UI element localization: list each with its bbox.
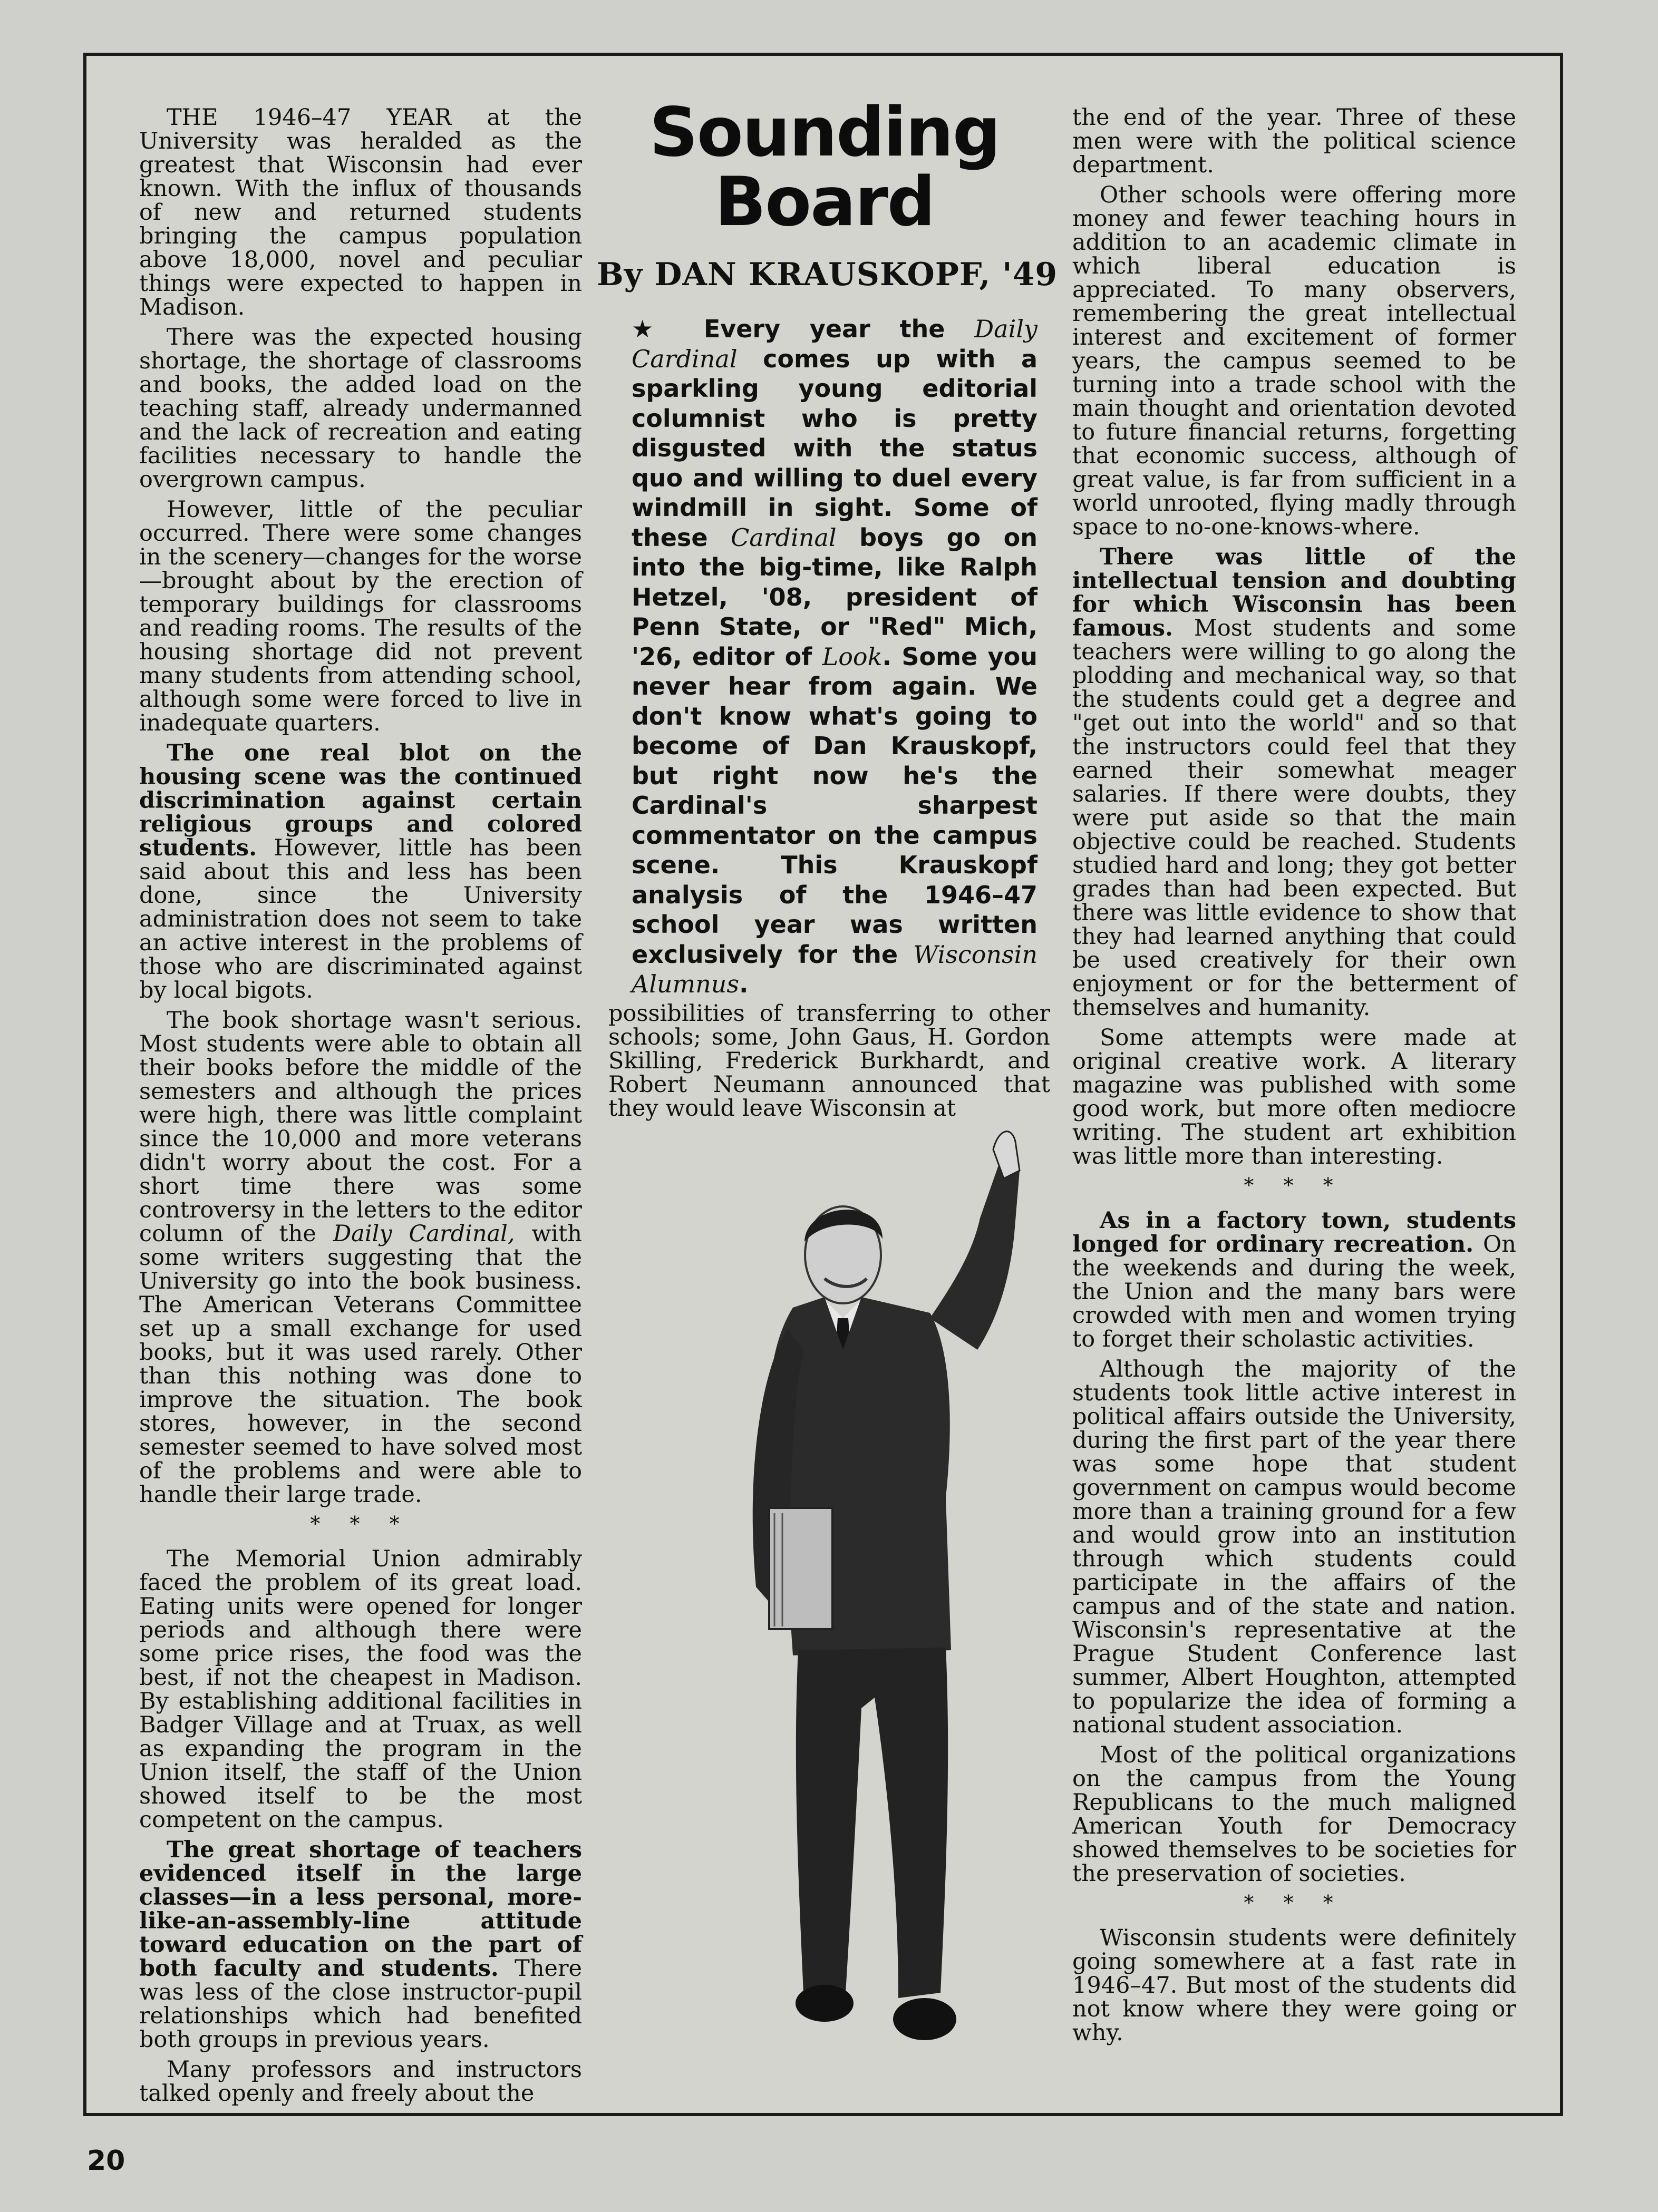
title-line: Board <box>714 163 935 241</box>
paragraph: Although the majority of the students took little active interest in political affairs outside the University, during the first part of the year there was some hope that student government on campus would become more than a training ground for a few and would grow into an institution through which students could participate in the affairs of the campus and of the state and nation. Wisconsin's representative at the Prague Student Conference last summer, Albert Houghton, attempted to popularize the idea of forming a national student association. <box>1072 1356 1516 1738</box>
column-left <box>139 106 582 2106</box>
intro-italic: Look <box>822 642 883 671</box>
column-right <box>1072 106 1516 2045</box>
intro-italic: Cardinal <box>731 523 837 552</box>
books-shape <box>769 1508 832 1629</box>
paragraph: Other schools were offering more money and fewer teaching hours in addition to an academic climate in which liberal education is appreciated. To many observers, remembering the great intellectual interest and excitement of former years, the campus seemed to be turning into a trade school with the main thought and orientation devoted to future financial returns, forgetting that economic success, although of great value, is far from sufficient in a world unrooted, flying madly through space to no-one-knows-where. <box>1072 182 1516 540</box>
paragraph: However, little of the peculiar occurred. There were some changes in the scenery—changes for the worse—brought about by the erection of temporary buildings for classrooms and reading rooms. The results of the housing shortage did not prevent many students from attending school, although some were forced to live in inadequate quarters. <box>139 496 582 736</box>
intro-text: comes up with a sparkling young editorial columnist who is pretty disgusted with the status quo and willing to duel every windmill in sight. Some of these <box>632 344 1038 552</box>
paragraph-bold-lead: The great shortage of teachers evidenced itself in the large classes—in a less personal, more-like-an-assembly-line attitude toward education on the part of both faculty and students. <box>139 1837 582 1982</box>
paragraph: THE 1946–47 YEAR at the University was heralded as the greatest that Wisconsin had ever known. With the influx of thousands of new and returned students bringing the campus population above 18,000, novel and peculiar things were expected to happen in Madison. <box>139 104 582 320</box>
paragraph: the end of the year. Three of these men were with the political science department. <box>1072 104 1516 178</box>
paragraph: There was the expected housing shortage, the shortage of classrooms and books, the added load on the teaching staff, already undermanned and the lack of recreation and eating facilities necessary to handle the overgrown campus. <box>139 324 582 493</box>
trousers-shape <box>796 1648 948 1998</box>
paragraph-bold-lead: The one real blot on the housing scene was the continued discrimination against certain religious groups and colored students. <box>139 740 582 861</box>
paragraph-part: The book shortage wasn't serious. Most students were able to obtain all their books before the middle of the semesters and although the prices were high, there was little complaint since the 10,000 and more veterans didn't worry about the cost. For a short time there was some controversy in the letters to the editor column of the <box>139 1007 582 1247</box>
paragraph <box>1072 1209 1516 1351</box>
raised-arm <box>930 1154 1020 1350</box>
paragraph: The Memorial Union admirably faced the problem of its great load. Eating units were opened for longer periods and although there were some price rises, the food was the best, if not the cheapest in Madison. By establishing additional facilities in Badger Village and at Truax, as well as expanding the program in the Union itself, the staff of the Union showed itself to be the most competent on the campus. <box>139 1546 582 1833</box>
paragraph-bold-lead: There was little of the intellectual tension and doubting for which Wisconsin has been famous. <box>1072 544 1516 641</box>
paragraph-rest: There was less of the close instructor-pupil relationships which had benefited both groups in previous years. <box>139 1955 583 2053</box>
paragraph-rest: Most students and some teachers were willing to go along the plodding and mechanical way, so that the students could get a degree and "get out into the world" and so that the instructors could feel that they earned their somewhat meager salaries. If there were doubts, they were put aside so that the main objective could be reached. Students studied hard and long; they got better grades than had been expected. But there was little evidence to show that they had learned anything that could be used creatively for their own enjoyment or for the betterment of themselves and humanity. <box>1072 615 1516 1021</box>
paragraph <box>139 742 582 1002</box>
intro-italic: Daily Cardinal <box>632 315 1038 373</box>
paragraph-italic: Daily Cardinal, <box>333 1221 515 1247</box>
star-icon: ★ <box>632 315 675 343</box>
section-divider: * * * <box>1244 1891 1345 1914</box>
paragraph-part: with some writers suggesting that the University go into the book business. The American Veterans Committee set up a small exchange for used books, but it was used rarely. Other than this nothing was done to improve the situation. The book stores, however, in the second semester seemed to have solved most of the problems and were able to handle their large trade. <box>139 1221 583 1508</box>
title-line: Sounding <box>649 93 1000 172</box>
byline: By DAN KRAUSKOPF, '49 <box>596 256 1058 293</box>
shoe-shape <box>796 1985 854 2022</box>
intro-italic: Wisconsin Alumnus <box>632 940 1038 998</box>
paragraph <box>139 1009 582 1507</box>
section-divider: * * * <box>310 1512 411 1535</box>
paragraph: Most of the political organizations on the campus from the Young Republicans to the much maligned American Youth for Democracy showed themselves to be societies for the preservation of societies. <box>1072 1742 1516 1887</box>
paragraph <box>1072 545 1516 1020</box>
article-title <box>593 93 1056 241</box>
intro-blurb <box>632 314 1038 999</box>
paragraph: possibilities of transferring to other schools; some, John Gaus, H. Gordon Skilling, Frederick Burkhardt, and Robert Neumann announced that they would leave Wisconsin at <box>608 1000 1050 1122</box>
paragraph: Wisconsin students were definitely going somewhere at a fast rate in 1946–47. But most of the students did not know where they were going or why. <box>1072 1925 1516 2046</box>
student-photo <box>635 1128 1109 2082</box>
paragraph-bold-lead: As in a factory town, students longed for ordinary recreation. <box>1072 1207 1516 1258</box>
intro-text: boys go on into the big-time, like Ralph Hetzel, '08, president of Penn State, or "Red" Mich, '26, editor of <box>632 523 1038 671</box>
intro-text: . Some you never hear from again. We don't know what's going to become of Dan Krauskopf, but right now he's the Cardinal's sharpest commentator on the campus scene. This Krauskopf analysis of the 1946–47 school year was written exclusively for the <box>632 642 1038 969</box>
section-divider: * * * <box>1244 1174 1345 1197</box>
article-frame <box>83 53 1563 2116</box>
intro-text: . <box>739 970 749 998</box>
column-middle <box>608 1002 1050 1120</box>
paragraph-rest: However, little has been said about this and less has been done, since the University administration does not seem to take an active interest in the problems of those who are discriminated against by local bigots. <box>139 835 582 1003</box>
paragraph: Some attempts were made at original creative work. A literary magazine was published with some good work, but more often mediocre writing. The student art exhibition was little more than interesting. <box>1072 1025 1516 1170</box>
paragraph-rest: On the weekends and during the week, the Union and the many bars were crowded with men and women trying to forget their scholastic activities. <box>1072 1231 1516 1352</box>
page-number: 20 <box>87 2145 125 2177</box>
paragraph: Many professors and instructors talked openly and freely about the <box>139 2057 582 2107</box>
intro-text: Every year the <box>703 315 975 343</box>
paragraph <box>139 1838 582 2052</box>
shoe-shape <box>893 1998 956 2040</box>
